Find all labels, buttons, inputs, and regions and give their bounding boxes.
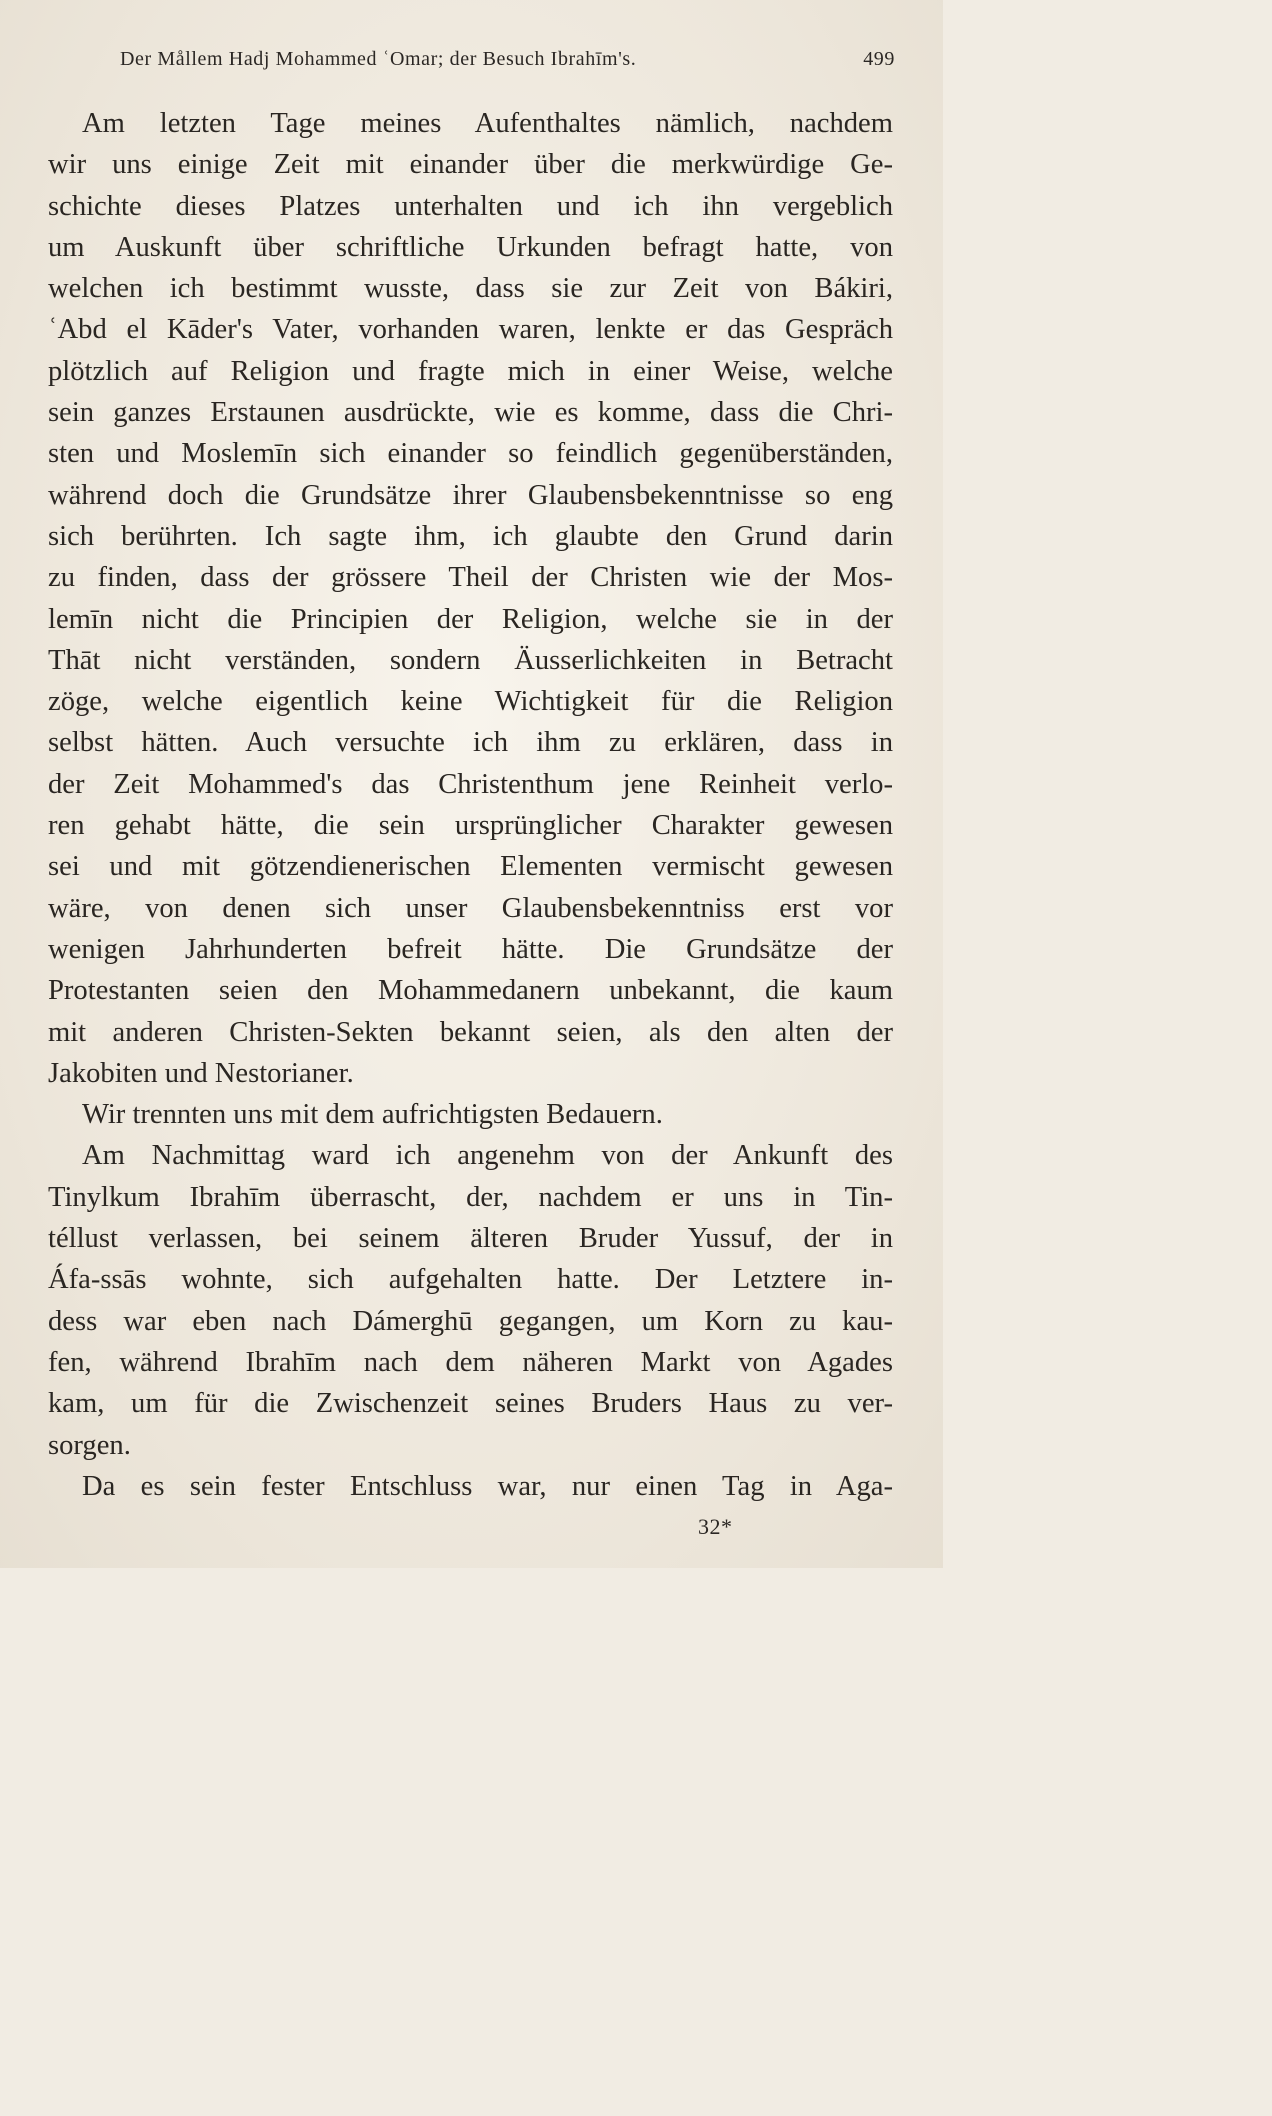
text-line: schichte dieses Platzes unterhalten und ich ihn vergeblich — [48, 190, 893, 222]
text-line: ren gehabt hätte, die sein ursprünglicher Charakter gewesen — [48, 810, 893, 842]
text-line: wäre, von denen sich unser Glaubensbekenntniss erst vor — [48, 892, 893, 924]
running-head-title: Der Mållem Hadj Mohammed ʿOmar; der Besuch Ibrahīm's. — [120, 48, 637, 70]
text-line: selbst hätten. Auch versuchte ich ihm zu erklären, dass in — [48, 727, 893, 759]
text-line: Am letzten Tage meines Aufenthaltes nämlich, nachdem — [82, 108, 893, 139]
text-line: welchen ich bestimmt wusste, dass sie zur Zeit von Bákiri, — [48, 273, 893, 305]
text-line: wenigen Jahrhunderten befreit hätte. Die Grundsätze der — [48, 933, 893, 965]
text-line: während doch die Grundsätze ihrer Glaubensbekenntnisse so eng — [48, 479, 893, 511]
text-line: Da es sein fester Entschluss war, nur einen Tag in Aga- — [82, 1470, 893, 1502]
text-line: Thāt nicht verständen, sondern Äusserlichkeiten in Betracht — [48, 644, 893, 676]
text-line: dess war eben nach Dámerghū gegangen, um Korn zu kau- — [48, 1305, 893, 1337]
text-line: um Auskunft über schriftliche Urkunden befragt hatte, von — [48, 231, 893, 263]
text-line: der Zeit Mohammed's das Christenthum jene Reinheit verlo- — [48, 768, 893, 800]
text-line: plötzlich auf Religion und fragte mich in einer Weise, welche — [48, 355, 893, 387]
text-line: mit anderen Christen-Sekten bekannt seien, als den alten der — [48, 1016, 893, 1048]
text-line: lemīn nicht die Principien der Religion, welche sie in der — [48, 603, 893, 635]
text-line: sein ganzes Erstaunen ausdrückte, wie es komme, dass die Chri- — [48, 397, 893, 429]
running-head — [120, 48, 895, 78]
text-line: zöge, welche eigentlich keine Wichtigkeit für die Religion — [48, 686, 893, 718]
page-number: 499 — [863, 48, 895, 70]
text-line: sorgen. — [48, 1429, 131, 1461]
text-line: kam, um für die Zwischenzeit seines Bruders Haus zu ver- — [48, 1388, 893, 1420]
text-line: zu finden, dass der grössere Theil der Christen wie der Mos- — [48, 562, 893, 594]
text-line: fen, während Ibrahīm nach dem näheren Markt von Agades — [48, 1346, 893, 1378]
signature-mark: 32* — [698, 1514, 733, 1539]
text-line: Áfa-ssās wohnte, sich aufgehalten hatte. Der Letztere in- — [48, 1264, 893, 1296]
text-line: sten und Moslemīn sich einander so feindlich gegenüberständen, — [48, 438, 893, 470]
text-line: Protestanten seien den Mohammedanern unbekannt, die kaum — [48, 975, 893, 1007]
text-line: ʿAbd el Kāder's Vater, vorhanden waren, lenkte er das Gespräch — [48, 314, 893, 346]
text-line: wir uns einige Zeit mit einander über die merkwürdige Ge- — [48, 149, 893, 181]
text-line: sei und mit götzendienerischen Elementen vermischt gewesen — [48, 851, 893, 883]
text-line: Jakobiten und Nestorianer. — [48, 1057, 354, 1089]
text-line: Wir trennten uns mit dem aufrichtigsten Bedauern. — [82, 1099, 663, 1131]
body-text — [48, 103, 893, 1507]
text-line: sich berührten. Ich sagte ihm, ich glaubte den Grund darin — [48, 520, 893, 552]
text-line: Am Nachmittag ward ich angenehm von der Ankunft des — [82, 1140, 893, 1172]
text-line: téllust verlassen, bei seinem älteren Bruder Yussuf, der in — [48, 1223, 893, 1255]
text-line: Tinylkum Ibrahīm überrascht, der, nachdem er uns in Tin- — [48, 1181, 893, 1213]
